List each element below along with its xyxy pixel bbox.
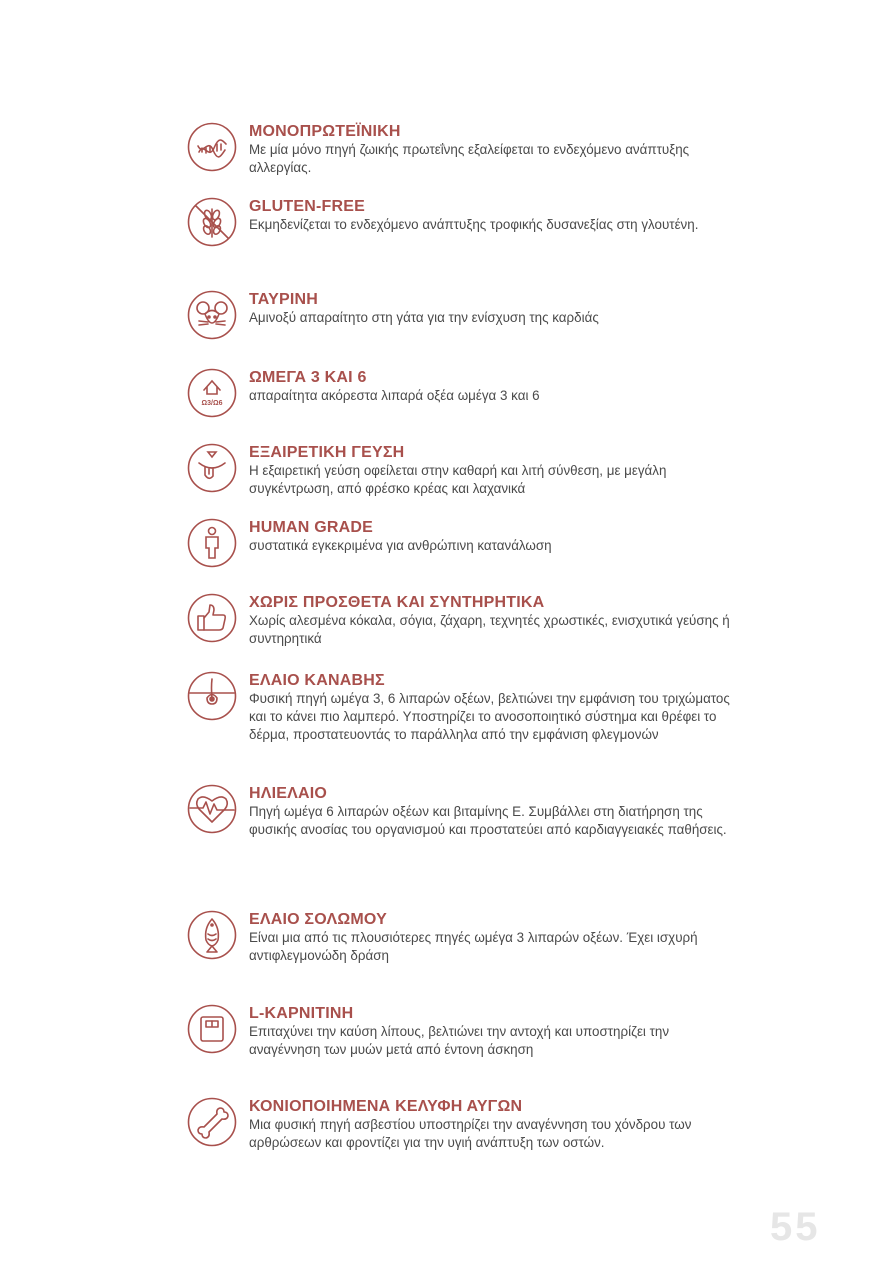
omega-house-icon: [187, 368, 237, 418]
feature-description: συστατικά εγκεκριμένα για ανθρώπινη κατανάλωση: [249, 538, 552, 553]
feature-title: L-ΚΑΡΝΙΤΙΝΗ: [249, 1005, 354, 1022]
feature-text: [249, 910, 744, 965]
feature-description: Αμινοξύ απαραίτητο στη γάτα για την ενίσχυση της καρδιάς: [249, 310, 599, 325]
feature-text: [249, 1004, 744, 1059]
feature-title: ΕΛΑΙΟ ΣΟΛΩΜΟΥ: [249, 911, 387, 928]
hair-follicle-icon: [187, 671, 237, 721]
feature-description: Χωρίς αλεσμένα κόκαλα, σόγια, ζάχαρη, τεχνητές χρωστικές, ενισχυτικά γεύσης ή συντηρητικά: [249, 613, 730, 646]
dna-icon: [187, 122, 237, 172]
feature-description: Επιταχύνει την καύση λίπους, βελτιώνει την αντοχή και υποστηρίζει την αναγέννηση των μυών μετά από έντονη άσκηση: [249, 1024, 670, 1057]
feature-text: [249, 290, 744, 327]
feature-title: ΧΩΡΙΣ ΠΡΟΣΘΕΤΑ ΚΑΙ ΣΥΝΤΗΡΗΤΙΚΑ: [249, 594, 545, 611]
feature-title: ΩΜΕΓΑ 3 ΚΑΙ 6: [249, 369, 367, 386]
fish-icon: [187, 910, 237, 960]
feature-title: ΕΛΑΙΟ ΚΑΝΑΒΗΣ: [249, 672, 385, 689]
thumbs-up-icon: [187, 593, 237, 643]
feature-title: ΚΟΝΙΟΠΟΙΗΜΕΝΑ ΚΕΛΥΦΗ ΑΥΓΩΝ: [249, 1098, 523, 1115]
heart-pulse-icon: [187, 784, 237, 834]
feature-text: [249, 368, 744, 405]
feature-description: Με μία μόνο πηγή ζωικής πρωτεΐνης εξαλείφεται το ενδεχόμενο ανάπτυξης αλλεργίας.: [249, 142, 690, 175]
feature-description: Εκμηδενίζεται το ενδεχόμενο ανάπτυξης τροφικής δυσανεξίας στη γλουτένη.: [249, 217, 699, 232]
tongue-taste-icon: [187, 443, 237, 493]
feature-text: [249, 784, 744, 839]
feature-description: Πηγή ωμέγα 6 λιπαρών οξέων και βιταμίνης Ε. Συμβάλλει στη διατήρηση της φυσικής ανοσίας του οργανισμού και προστατεύει από καρδιαγγειακές παθήσεις.: [249, 804, 727, 837]
feature-title: HUMAN GRADE: [249, 519, 373, 536]
human-icon: [187, 518, 237, 568]
feature-text: [249, 122, 744, 177]
feature-text: [249, 197, 744, 234]
scale-icon: [187, 1004, 237, 1054]
feature-description: Φυσική πηγή ωμέγα 3, 6 λιπαρών οξέων, βελτιώνει την εμφάνιση του τριχώματος και το κάνει πιο λαμπερό. Υποστηρίζει το ανοσοποιητικό σύστημα και θρέφει το δέρμα, προστατευοντάς το παράλληλα από την εμφάνιση φλεγμονών: [249, 691, 730, 742]
feature-title: GLUTEN-FREE: [249, 198, 365, 215]
feature-description: Μια φυσική πηγή ασβεστίου υποστηρίζει την αναγέννηση του χόνδρου των αρθρώσεων και φροντίζει για την υγιή ανάπτυξη των οστών.: [249, 1117, 692, 1150]
feature-title: ΤΑΥΡΙΝΗ: [249, 291, 318, 308]
feature-title: ΜΟΝΟΠΡΩΤΕΪΝΙΚΗ: [249, 123, 401, 140]
feature-text: [249, 443, 744, 498]
feature-text: [249, 671, 744, 744]
no-wheat-icon: [187, 197, 237, 247]
feature-description: Η εξαιρετική γεύση οφείλεται στην καθαρή και λιτή σύνθεση, με μεγάλη συγκέντρωση, από φρέσκο κρέας και λαχανικά: [249, 463, 667, 496]
feature-description: απαραίτητα ακόρεστα λιπαρά οξέα ωμέγα 3 και 6: [249, 388, 540, 403]
page-number: 55: [770, 1205, 821, 1249]
feature-text: [249, 518, 744, 555]
feature-text: [249, 1097, 744, 1152]
bone-icon: [187, 1097, 237, 1147]
feature-title: ΗΛΙΕΛΑΙΟ: [249, 785, 328, 802]
feature-text: [249, 593, 744, 648]
feature-title: ΕΞΑΙΡΕΤΙΚΗ ΓΕΥΣΗ: [249, 444, 405, 461]
feature-description: Είναι μια από τις πλουσιότερες πηγές ωμέγα 3 λιπαρών οξέων. Έχει ισχυρή αντιφλεγμονώδη δράση: [249, 930, 698, 963]
mouse-icon: [187, 290, 237, 340]
omega-icon-label: Ω3/Ω6: [201, 400, 223, 407]
